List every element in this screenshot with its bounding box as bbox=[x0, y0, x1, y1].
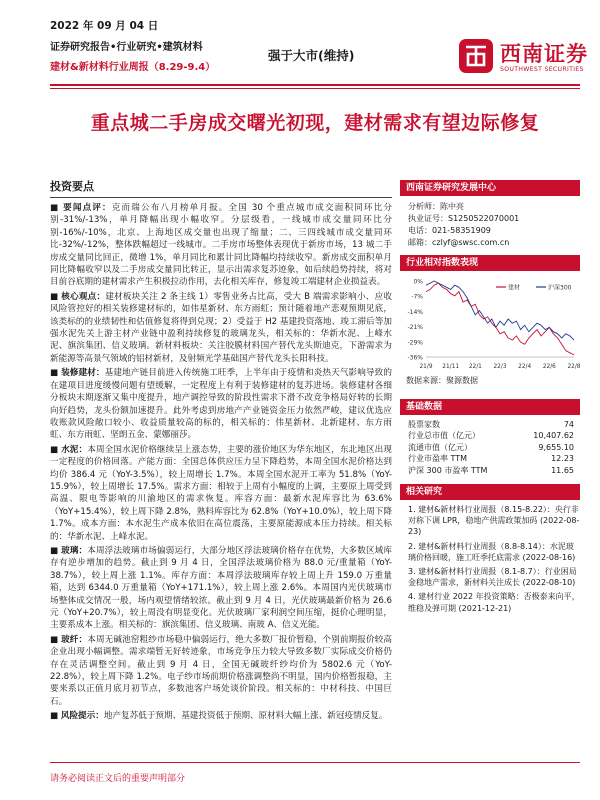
summary-heading: 投资要点 bbox=[50, 178, 392, 198]
bullet-icon: ■ bbox=[50, 634, 62, 645]
company-logo bbox=[458, 35, 588, 87]
basic-data-label: 股票家数 bbox=[408, 420, 440, 429]
bullet-icon: ■ bbox=[50, 545, 62, 556]
y-tick-label: 0% bbox=[413, 278, 423, 286]
x-tick-label: 22/6 bbox=[542, 364, 556, 370]
logo-text-cn: 西南证券 bbox=[500, 42, 588, 66]
paragraph-lead: 核心观点： bbox=[61, 291, 106, 302]
header-rule bbox=[50, 84, 580, 86]
basic-data-label: 沪深 300 市盈率 TTM bbox=[408, 465, 488, 475]
bullet-icon: ■ bbox=[50, 368, 62, 379]
analyst-row bbox=[400, 201, 580, 213]
logo-text-en: SOUTHWEST SECURITIES bbox=[500, 66, 584, 73]
paragraph-text: 克而瑞公布八月榜单月报。全国 30 个重点城市成交面积同环比分别-31%/-13%，单月降幅出现小幅收窄。分层级看，一线城市成交量同环比分别-16%/-10%，北京、上海地区成交量也出现了缩量；二、三四线城市成交量同环比-32%/-12%，整体跌幅超过一线城市。二手房市场整体表现优于新房市场，13 城二手房成交量同比回正，微增 1%，单月同比和累计同比降幅均持续收窄。新房成交面积单月同比降幅收窄以及二手房成交量同比转正，显示出需求复苏迹象，如后续趋势持续，将对目前谷底期的建材需求产生积极拉动作用，去化相关库存，修复竣工端建材企业损益表。 bbox=[50, 203, 392, 288]
header-rule-thin bbox=[50, 88, 580, 89]
analyst-label: 分析师： bbox=[408, 202, 440, 211]
y-tick-label: -36% bbox=[407, 354, 423, 362]
related-research-title: 相关研究 bbox=[400, 484, 580, 500]
weekly-label: 建材&新材料行业周报（8.29-9.4） bbox=[50, 62, 216, 73]
related-research-date: (2022-08-10) bbox=[522, 578, 576, 588]
related-research-item[interactable] bbox=[400, 504, 580, 538]
basic-data-label: 行业市盈率 TTM bbox=[408, 454, 468, 464]
basic-data-label: 流通市值（亿元） bbox=[408, 442, 472, 452]
basic-data-value: 11.65 bbox=[551, 465, 574, 475]
x-tick-label: 22/4 bbox=[518, 364, 532, 370]
x-tick-label: 22/8 bbox=[567, 364, 580, 370]
related-research-date: (2021-12-21) bbox=[458, 603, 512, 613]
chart-source: 数据来源：聚源数据 bbox=[406, 376, 478, 385]
industry-rating: 强于大市(维持) bbox=[268, 48, 355, 63]
bullet-icon: ■ bbox=[50, 291, 62, 302]
summary-paragraph bbox=[50, 710, 392, 722]
phone-label: 电话： bbox=[408, 226, 432, 235]
related-research-text: 4. 建材行业 2022 年投资策略：否极泰来向平，维稳及弹可期 bbox=[408, 592, 580, 613]
paragraph-lead: 风险提示： bbox=[60, 711, 104, 722]
basic-data-value: 9,655.10 bbox=[538, 442, 574, 452]
legend-label: 建材 bbox=[508, 284, 521, 292]
index-title: 行业相对指数表现 bbox=[400, 255, 580, 271]
paragraph-text: 建材板块关注 2 条主线 1）零售业务占比高，受大 B 端需求影响小、应收风险管控好的相关装修建材标的，如伟星新材、东方雨虹；预计随着地产悲观预期见底，该类标的的业绩韧性和估值修复将得到兑现；2）受益于 H2 基建投资落地、竣工滞后等加强水泥先关上游主材产业链中盈利持续修复的玻璃龙头，相关标的：华新水泥、上峰水泥、旗滨集团、信义玻璃。新材料板块：关注胶膜材料国产替代龙头斯迪克，下游需求为新能源等高景气领域的铝材新材，及射频光学基础国产替代龙头长阳科技。 bbox=[50, 291, 392, 364]
paragraph-lead: 水泥： bbox=[61, 444, 88, 455]
footer-disclaimer: 请务必阅读正文后的重要声明部分 bbox=[50, 774, 186, 784]
team-title: 西南证券研究发展中心 bbox=[400, 180, 580, 196]
logo-icon bbox=[458, 38, 494, 74]
bullet-icon: ■ bbox=[50, 711, 61, 722]
x-tick-label: 21/9 bbox=[419, 364, 433, 370]
basic-data-value: 10,407.62 bbox=[533, 431, 574, 441]
y-tick-label: -7% bbox=[411, 293, 423, 301]
basic-data-value: 12.23 bbox=[551, 454, 574, 464]
basic-data-row bbox=[408, 465, 580, 476]
summary-paragraph bbox=[50, 545, 392, 632]
paragraph-text: 基建地产链目前进入传统施工旺季，上半年由于疫情和炎热天气影响导致的在建项目进度缓慢问题有望缓解，一定程度上有利于装修建材的复苏进场。装修建材各细分板块末期逐渐又集中度提升，地产调控导致的阶段性需求下滑不改竞争格局好转的长期向好趋势，龙头份额加速提升。此外考虑到房地产产业链资金压力依然严峻，建议优选应收账款风险敞口较小、收益质量较高的标的，相关标的：伟星新材、北新建材、东方雨虹、东方雨虹、坚朗五金、蒙娜丽莎。 bbox=[50, 368, 392, 441]
paragraph-text: 本周浮法玻璃市场偏弱运行，大部分地区浮法玻璃价格存在优势，大多数区域库存有逆步增加的趋势。截止到 9 月 4 日，全国浮法玻璃价格为 88.0 元/重量箱（YoY-38.7%），较上周上涨 1.1%。库存方面：本周浮法玻璃库存较上周上升 159.0 万重量箱，达到 6344.0 万重量箱（YoY+171.1%），较上周上涨 2.6%。本周国内光伏玻璃市场整体成交情况一般，场内观望情绪较浓。截止到 9 月 4 日，光伏玻璃最新价格为 26.6 元（YoY+20.7%），较上周没有明显变化。光伏玻璃厂家利润空间压缩，挺价心理明显，主要系成本上涨。相关标的：旗滨集团、信义玻璃、南玻 A、信义光能。 bbox=[50, 545, 392, 631]
report-header bbox=[50, 16, 588, 90]
chart-svg bbox=[400, 275, 580, 373]
email-label: 邮箱： bbox=[408, 238, 432, 247]
analyst-name: 陈中亮 bbox=[440, 202, 464, 211]
related-research-date: (2022-08-16) bbox=[522, 552, 576, 562]
bullet-icon: ■ bbox=[50, 203, 64, 213]
basic-data-row bbox=[408, 430, 580, 441]
summary-paragraph bbox=[50, 291, 392, 365]
y-tick-label: -14% bbox=[407, 308, 423, 316]
phone-number: 021-58351909 bbox=[432, 226, 491, 235]
summary-paragraph bbox=[50, 634, 392, 708]
paragraph-text: 本周无碱池窑粗纱市场稳中偏弱运行，绝大多数厂报价暂稳，个别前期报价较高企业出现小幅调整。需求端暂无好转迹象，市场竞争压力较大导致多数厂实际成交价格仍存在灵活调整空间。截止到 9 月 4 日，全国无碱玻纤纱均价为 5802.6 元（YoY-22.8%），较上周下降 1.2%。电子纱市场前期价格涨调整尚不明显，国内价格暂报稳，主要来系以正值月底月初节点，多数池客户场处谈价阶段。相关标的：中材科技、中国巨石。 bbox=[50, 634, 392, 707]
paragraph-text: 本周全国水泥价格继续呈上涨态势，主要的涨价地区为华东地区，东北地区出现一定程度的价格回落。产能方面：全国总体供应压力呈下降趋势，本周全国水泥价格达到均价 386.4 元（YoY-3.5%），较上周增长 1.7%。本周全国水泥开工率为 51.8%（YoY-15.9%），较上周增长 17.5%。需求方面：相较于上周有小幅度的上调，主要原上周受到高温、限电等影响的川渝地区的需求恢复。库容方面：最新水泥库容比为 63.6%（YoY+15.4%），较上周下降 2.8%，熟料库容比为 62.8%（YoY+10.0%），较上周下降 1.7%。成本方面：本水泥生产成本依旧在高位震荡，主要原能源成本压力持续。相关标的：华新水泥、上峰水泥。 bbox=[50, 444, 392, 542]
x-tick-label: 22/1 bbox=[468, 364, 482, 370]
summary-paragraph bbox=[50, 202, 392, 289]
basic-data-row bbox=[408, 453, 580, 464]
report-title: 重点城二手房成交曙光初现，建材需求有望边际修复 bbox=[90, 112, 540, 134]
y-tick-label: -21% bbox=[407, 324, 423, 332]
license-number: S1250522070001 bbox=[448, 214, 520, 223]
basic-data-title: 基础数据 bbox=[400, 399, 580, 415]
basic-data-row bbox=[408, 419, 580, 430]
related-research-text: 3. 建材&新材料行业周报（8.1-8.7）：行业困局金稳地产需求，新材料关注成长 bbox=[408, 567, 577, 588]
paragraph-lead: 装修建材： bbox=[61, 368, 105, 379]
bullet-icon: ■ bbox=[50, 444, 62, 455]
basic-data-table bbox=[408, 419, 580, 476]
phone-row bbox=[400, 225, 580, 237]
related-research-text: 2. 建材&新材料行业周报（8.8-8.14）：水泥玻璃价格回暖，施工旺季托底需求 bbox=[408, 541, 574, 562]
report-category: 证券研究报告•行业研究•建筑材料 bbox=[50, 42, 203, 53]
relative-index-chart bbox=[400, 275, 580, 373]
paragraph-lead: 要闻点评： bbox=[63, 203, 112, 213]
paragraph-text: 地产复苏低于预期、基建投资低于预期、原材料大幅上涨、新冠疫情反复。 bbox=[103, 711, 388, 722]
paragraph-lead: 玻璃： bbox=[61, 545, 88, 556]
related-research-item[interactable] bbox=[400, 541, 580, 563]
sidebar bbox=[400, 180, 580, 617]
investment-summary bbox=[50, 178, 392, 725]
related-research-item[interactable] bbox=[400, 591, 580, 613]
x-tick-label: 22/3 bbox=[493, 364, 507, 370]
related-research-text: 1. 建材&新材料行业周报（8.15-8.22）：央行非对称下调 LPR，稳地产供需政策加码 bbox=[408, 505, 579, 526]
related-research-item[interactable] bbox=[400, 566, 580, 588]
email-row bbox=[400, 237, 580, 249]
basic-data-label: 行业总市值（亿元） bbox=[408, 431, 480, 441]
basic-data-value: 74 bbox=[563, 420, 574, 429]
summary-paragraph bbox=[50, 444, 392, 543]
basic-data-row bbox=[408, 442, 580, 453]
paragraph-lead: 玻纤： bbox=[61, 634, 88, 645]
email-address[interactable]: czlyf@swsc.com.cn bbox=[432, 238, 510, 247]
x-tick-label: 21/11 bbox=[442, 364, 460, 370]
report-date: 2022 年 09 月 04 日 bbox=[50, 20, 159, 32]
license-label: 执业证号： bbox=[408, 214, 448, 223]
related-research-date: (2022-08-23) bbox=[408, 516, 580, 537]
summary-paragraph bbox=[50, 367, 392, 441]
legend-label: 沪深300 bbox=[548, 284, 572, 292]
footer-rule bbox=[50, 762, 580, 763]
y-tick-label: -29% bbox=[407, 339, 423, 347]
series-line-industry bbox=[426, 283, 574, 355]
license-row bbox=[400, 213, 580, 225]
